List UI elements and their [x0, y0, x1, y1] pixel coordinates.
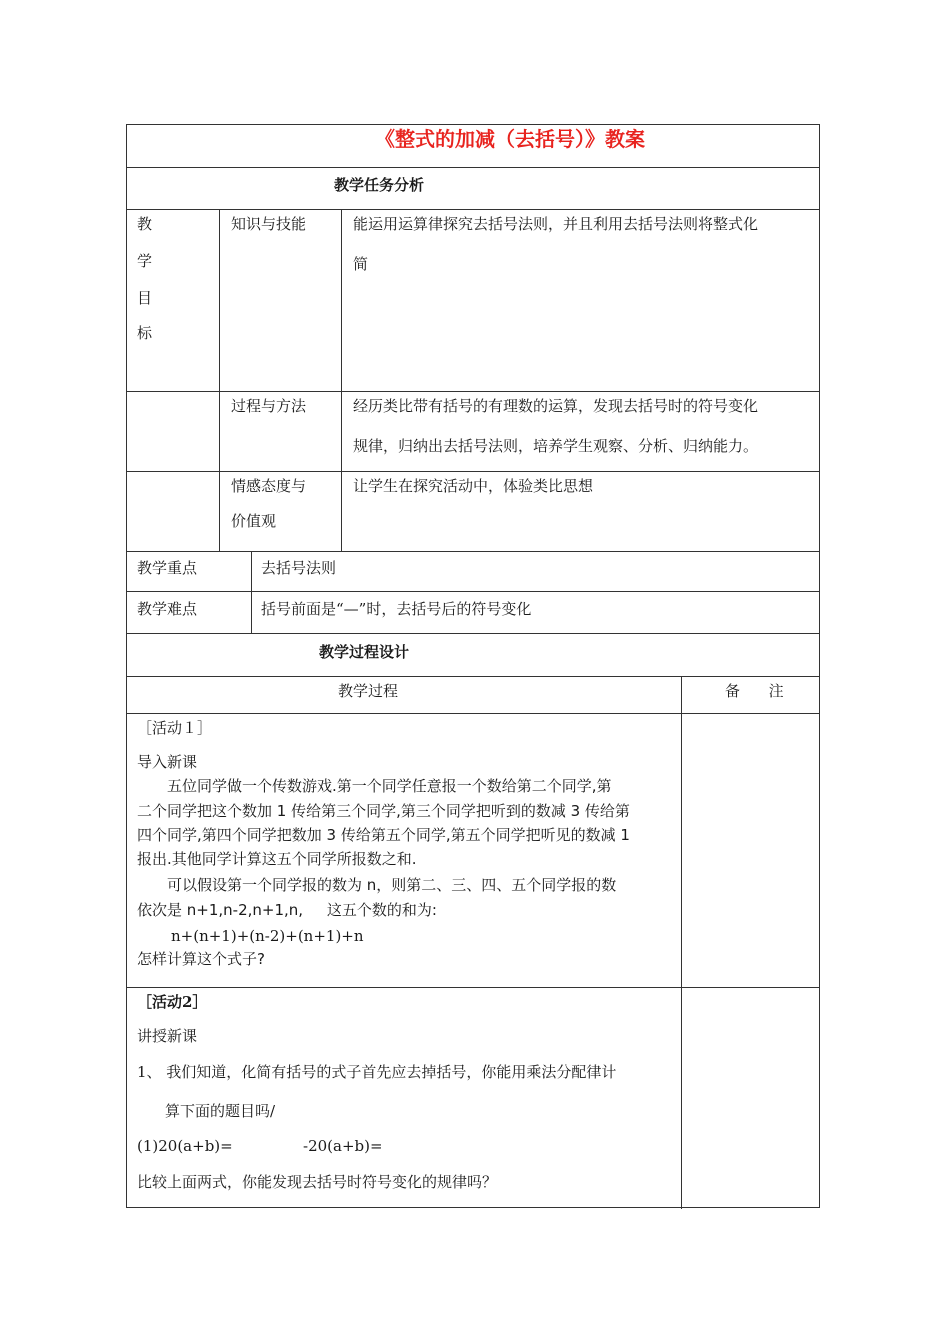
key-point-row: [127, 551, 819, 591]
objective-label: 知识与技能: [231, 215, 307, 233]
activity-1-formula: n+(n+1)+(n-2)+(n+1)+n: [171, 927, 364, 945]
activity-2-row: [127, 987, 819, 1209]
task-analysis-header: 教学任务分析: [334, 176, 425, 194]
objective-label-line: 情感态度与: [231, 477, 307, 495]
process-header-row: [127, 633, 819, 676]
objective-row-process: [127, 391, 819, 471]
objectives-label-char: 学: [137, 252, 153, 270]
objective-content-line: 经历类比带有括号的有理数的运算，发现去括号时的符号变化: [353, 397, 759, 415]
difficult-point-label: 教学难点: [137, 600, 198, 618]
activity-2-heading: 讲授新课: [137, 1027, 198, 1045]
objective-row-knowledge: [127, 209, 819, 391]
formula-a: (1)20(a+b)=: [137, 1137, 233, 1155]
objectives-label-char: 教: [137, 215, 153, 233]
process-column-header: 教学过程: [338, 682, 399, 700]
activity-2-label: ［活动2］: [137, 993, 208, 1011]
activity-1-line: 报出.其他同学计算这五个同学所报数之和.: [137, 850, 417, 868]
objective-content-line: 让学生在探究活动中，体验类比思想: [353, 477, 594, 495]
activity-1-line: 四个同学,第四个同学把数加 3 传给第五个同学,第五个同学把听见的数减 1: [137, 826, 630, 844]
objectives-label-char: 目: [137, 289, 153, 307]
page-title: 《整式的加减（去括号）》教案: [375, 127, 645, 151]
objective-content-line: 规律，归纳出去括号法则，培养学生观察、分析、归纳能力。: [353, 437, 759, 455]
objective-content-line: 能运用运算律探究去括号法则，并且利用去括号法则将整式化: [353, 215, 759, 233]
activity-2-item-1-cont: 算下面的题目吗/: [165, 1102, 276, 1120]
key-point-value: 去括号法则: [261, 559, 337, 577]
activity-2-question: 比较上面两式，你能发现去括号时符号变化的规律吗？: [137, 1173, 498, 1191]
activity-1-line: 依次是 n+1,n-2,n+1,n, 这五个数的和为:: [137, 901, 437, 919]
process-header: 教学过程设计: [319, 643, 410, 661]
activity-1-line: 怎样计算这个式子?: [137, 950, 265, 968]
remarks-column-header: 备 注: [725, 682, 784, 700]
formula-b: -20(a+b)=: [303, 1137, 383, 1155]
activity-2-item-1: 1、 我们知道，化简有括号的式子首先应去掉括号，你能用乘法分配律计: [137, 1063, 617, 1081]
activity-1-label: ［活动１］: [137, 719, 213, 737]
activity-1-row: [127, 713, 819, 987]
difficult-point-row: [127, 591, 819, 633]
objectives-label-char: 标: [137, 324, 153, 342]
process-column-header-row: [127, 676, 819, 713]
objective-content-line: 简: [353, 255, 369, 273]
difficult-point-value: 括号前面是“—”时，去括号后的符号变化: [261, 600, 532, 618]
activity-1-line: 二个同学把这个数加 1 传给第三个同学,第三个同学把听到的数减 3 传给第: [137, 802, 630, 820]
key-point-label: 教学重点: [137, 559, 198, 577]
objective-label-line: 价值观: [231, 512, 277, 530]
title-row: [127, 125, 819, 167]
activity-1-line: 五位同学做一个传数游戏.第一个同学任意报一个数给第二个同学,第: [167, 777, 612, 795]
objective-row-emotion: [127, 471, 819, 551]
activity-1-line: 可以假设第一个同学报的数为 n，则第二、三、四、五个同学报的数: [167, 876, 617, 894]
lesson-plan-table: [126, 124, 820, 1208]
objective-label: 过程与方法: [231, 397, 307, 415]
activity-1-heading: 导入新课: [137, 753, 198, 771]
task-analysis-row: [127, 167, 819, 209]
